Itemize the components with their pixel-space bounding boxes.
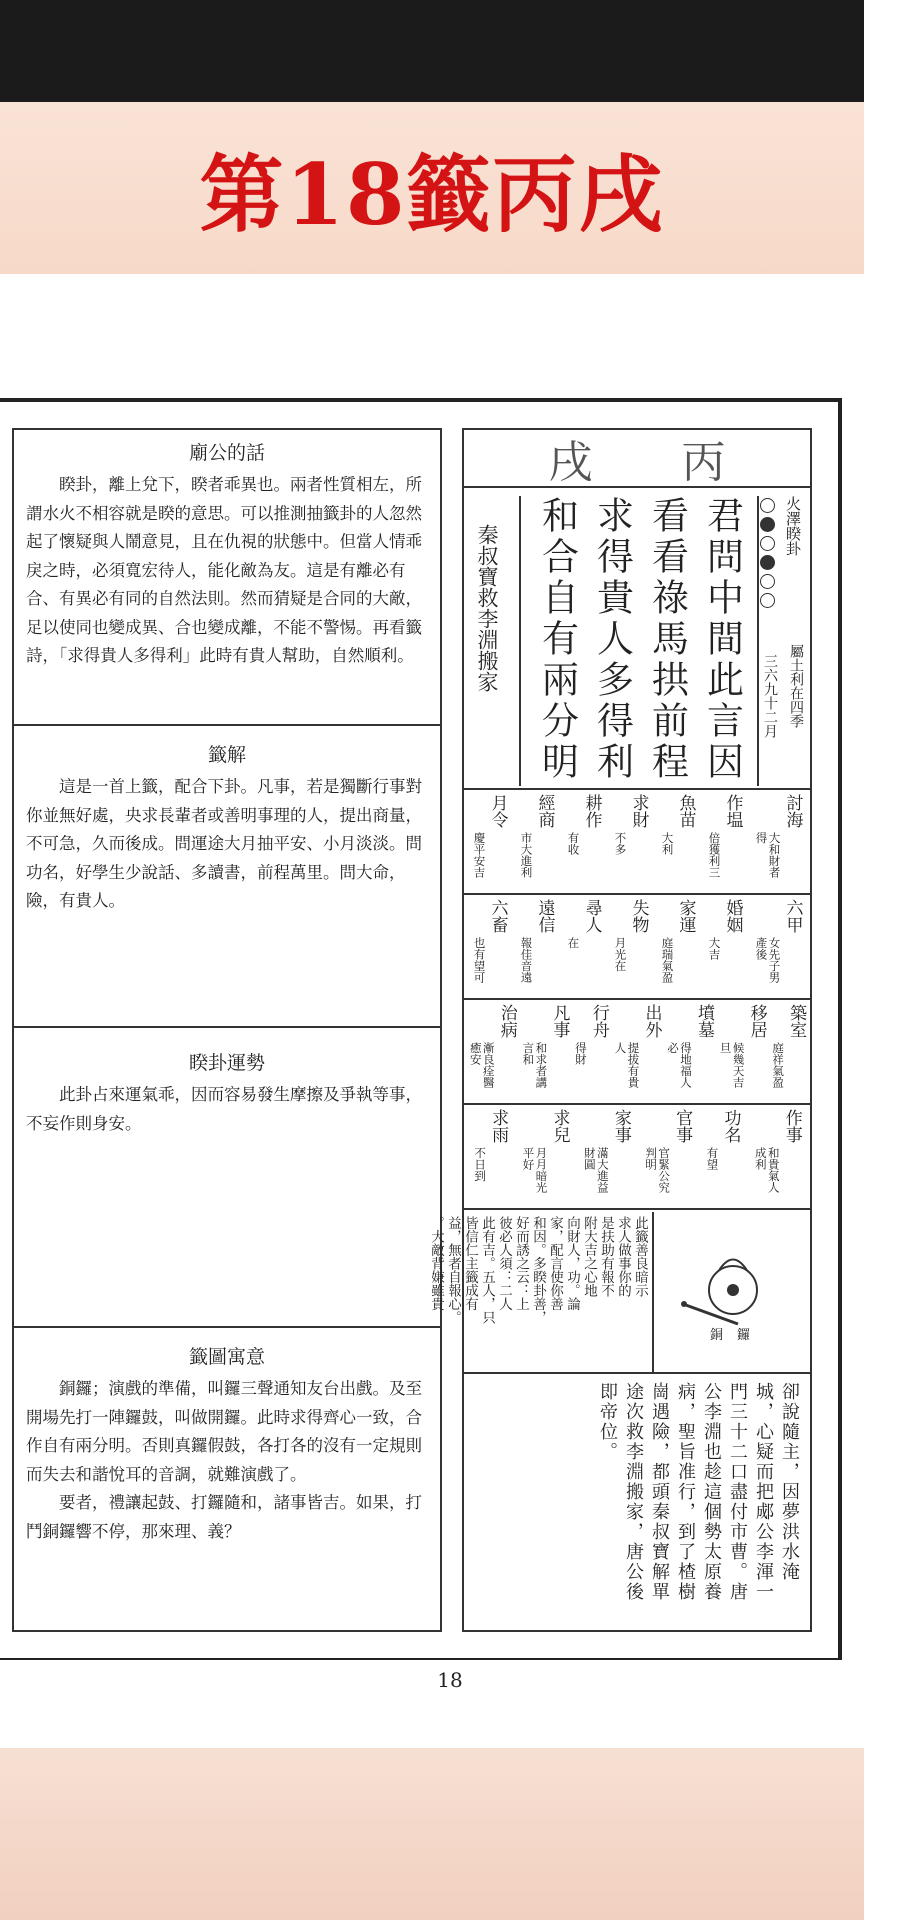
title-banner xyxy=(0,102,864,274)
grid-row xyxy=(464,895,810,1000)
fortune-grid xyxy=(464,790,810,1210)
emblem-text-column: 是扶助有報不 xyxy=(598,1216,614,1297)
page-title: 第18籤丙戌 xyxy=(199,144,665,244)
grid-cell-value: 大和財者得 xyxy=(754,832,782,878)
hexagram-line-circle xyxy=(760,498,775,513)
story-text xyxy=(464,1374,810,1630)
grid-cell-value: 漸良痊醫癒安 xyxy=(468,1042,496,1088)
poem-area xyxy=(464,488,810,790)
section-body: 睽卦，離上兌下，睽者乖異也。兩者性質相左，所謂水火不相容就是睽的意思。可以推測抽籤卦的人忽然起了懷疑與人鬧意見，且在仇視的狀態中。但當人情乖戾之時，必須寬宏待人，能化敵為友。這是有離必有合、有異必有同的自然法則。然而猜疑是合同的大敵，足以使同也變成異、合也變成離，不能不警惕。再看籤詩，「求得貴人多得利」此時有貴人幫助，自然順利。 xyxy=(26,475,422,665)
season-note: 屬土利在四季 xyxy=(788,644,804,728)
hexagram-name: 火澤睽卦 xyxy=(784,496,802,556)
section-body: 要者，禮讓起鼓、打鑼隨和，諸事皆吉。如果，打鬥銅鑼響不停，那來理、義？ xyxy=(26,1493,422,1541)
grid-cell xyxy=(705,1109,739,1204)
grid-cell xyxy=(567,899,601,994)
grid-cell xyxy=(521,1004,568,1099)
grid-cell-key: 作塭 xyxy=(722,794,743,828)
lot-header xyxy=(464,430,810,488)
grid-cell xyxy=(661,794,695,889)
grid-cell-key: 婚姻 xyxy=(722,899,743,933)
grid-cell-key: 出外 xyxy=(641,1004,662,1038)
grid-cell-key: 耕作 xyxy=(581,794,602,828)
grid-cell xyxy=(754,1109,801,1204)
grid-cell-key: 失物 xyxy=(628,899,649,933)
grid-cell-value: 大利 xyxy=(660,832,675,855)
emblem-text-column: 益，無者自報心。 xyxy=(445,1216,461,1324)
grid-cell xyxy=(520,899,554,994)
grid-cell-key: 功名 xyxy=(720,1109,741,1143)
section-body: 這是一首上籤，配合下卦。凡事，若是獨斷行事對你並無好處，央求長輩者或善明事理的人，提出商量，不可急，久而後成。問運途大月抽平安、小月淡淡。問功名，好學生少說話、多讀書，前程萬里。問大命，險，有貴人。 xyxy=(26,777,422,910)
grid-row xyxy=(464,790,810,895)
story-text-column: 卻說隨主，因夢洪水淹 xyxy=(779,1382,800,1582)
grid-cell-value: 也有望可 xyxy=(472,937,487,983)
gong-icon xyxy=(678,1242,788,1332)
grid-cell xyxy=(473,1109,507,1204)
grid-cell-key: 求兒 xyxy=(549,1109,570,1143)
grid-cell xyxy=(521,1109,568,1204)
section-body: 此卦占來運氣乖，因而容易發生摩擦及爭執等事，不妄作則身安。 xyxy=(26,1085,422,1133)
grid-cell xyxy=(719,1004,766,1099)
emblem-text-column: 好而誘之云：上 xyxy=(513,1216,529,1311)
hexagram-line-circle xyxy=(760,555,775,570)
grid-cell-value: 不日到 xyxy=(473,1147,488,1182)
grid-cell-value: 不多 xyxy=(613,832,628,855)
grid-cell-key: 六畜 xyxy=(487,899,508,933)
hexagram-line-circle xyxy=(760,593,775,608)
poem-line: 君問中間此言因 xyxy=(700,496,744,783)
grid-cell-key: 家運 xyxy=(675,899,696,933)
poem-line: 求得貴人多得利 xyxy=(590,496,634,783)
grid-cell xyxy=(708,899,742,994)
grid-cell-value: 有望 xyxy=(705,1147,720,1170)
grid-cell-key: 求雨 xyxy=(488,1109,509,1143)
grid-cell-key: 六甲 xyxy=(782,899,803,933)
emblem-area xyxy=(428,1212,810,1374)
status-bar xyxy=(0,0,864,102)
bottom-background xyxy=(0,1748,864,1920)
grid-cell xyxy=(614,899,648,994)
emblem-text-column: 附大吉之心地 xyxy=(581,1216,597,1297)
story-caption: 秦叔寶救李淵搬家 xyxy=(475,524,499,692)
section-title: 廟公的話 xyxy=(188,442,265,464)
grid-cell-value: 官緊公究判明 xyxy=(644,1147,672,1193)
grid-cell-key: 治病 xyxy=(496,1004,517,1038)
grid-cell-key: 官事 xyxy=(672,1109,693,1143)
emblem-text-column: 家，配言使你善 xyxy=(547,1216,563,1311)
gong-icon xyxy=(678,1242,788,1352)
grid-cell-value: 候幾天吉旦 xyxy=(718,1042,746,1088)
grid-cell xyxy=(583,1109,630,1204)
grid-cell xyxy=(755,794,802,889)
grid-row xyxy=(464,1000,810,1105)
gong-label: 銅鑼 xyxy=(710,1328,765,1343)
grid-cell-value: 報佳音遠 xyxy=(519,937,534,983)
section-fortune xyxy=(14,1028,440,1328)
grid-cell xyxy=(469,1004,516,1099)
grid-cell-key: 墳墓 xyxy=(694,1004,715,1038)
emblem-text-column: 和因。多睽卦善， xyxy=(530,1216,546,1324)
section-title: 籤解 xyxy=(207,744,246,766)
emblem-text-column: 求人做事你的 xyxy=(615,1216,631,1297)
grid-cell-key: 家事 xyxy=(610,1109,631,1143)
grid-cell xyxy=(755,899,802,994)
emblem-text-column: 向財人，功。論 xyxy=(564,1216,580,1311)
story-text-column: 門三十二口盡付市曹。唐 xyxy=(727,1382,748,1602)
grid-cell-key: 討海 xyxy=(782,794,803,828)
section-title: 籤圖寓意 xyxy=(188,1346,265,1368)
story-text-column: 途次救李淵搬家，唐公後 xyxy=(623,1382,644,1602)
grid-cell-value: 女先子男產後 xyxy=(754,937,782,983)
lot-poem xyxy=(519,496,759,786)
section-title: 睽卦運勢 xyxy=(188,1052,265,1074)
grid-cell-value: 市大進利 xyxy=(519,832,534,878)
grid-cell-key: 凡事 xyxy=(549,1004,570,1038)
header-char-left: 戌 xyxy=(548,437,593,488)
grid-cell xyxy=(473,899,507,994)
grid-cell xyxy=(567,794,601,889)
grid-cell-key: 經商 xyxy=(534,794,555,828)
hexagram-line-circle xyxy=(760,517,775,532)
emblem-text-column: 。大敵背嫌雖貴 xyxy=(428,1216,444,1311)
grid-cell-key: 魚苗 xyxy=(675,794,696,828)
grid-cell-value: 庭祥氣盈 xyxy=(771,1042,786,1088)
emblem-text xyxy=(428,1212,654,1372)
left-column xyxy=(12,428,442,1632)
grid-cell-key: 遠信 xyxy=(534,899,555,933)
grid-cell-value: 滿大進益財圓 xyxy=(582,1147,610,1193)
months-note: 三六九十二月 xyxy=(762,654,778,738)
grid-cell xyxy=(644,1109,691,1204)
emblem-text-column: 此有吉。五人，只 xyxy=(479,1216,495,1324)
section-body: 銅鑼；演戲的準備，叫鑼三聲通知友台出戲。及至開場先打一陣鑼鼓，叫做開鑼。此時求得齊心一致，合作自有兩分明。否則真鑼假鼓，各打各的沒有一定規則而失去和諧悅耳的音調，就難演戲了。 xyxy=(26,1379,422,1484)
emblem-text-column: 彼必人須：二人 xyxy=(496,1216,512,1311)
story-text-column: 公李淵也趁這個勢太原養 xyxy=(701,1382,722,1602)
hexagram-line-circle xyxy=(760,574,775,589)
grid-row xyxy=(464,1105,810,1210)
grid-cell xyxy=(473,794,507,889)
story-text-column: 即帝位。 xyxy=(597,1382,618,1462)
section-temple-words xyxy=(14,430,440,726)
grid-cell-key: 移居 xyxy=(746,1004,767,1038)
hexagram-lines xyxy=(760,498,775,608)
grid-cell-value: 在 xyxy=(566,937,581,949)
hexagram-line-circle xyxy=(760,536,775,551)
poem-line: 看看祿馬拱前程 xyxy=(645,496,689,783)
emblem-text-column: 此籤善良暗示 xyxy=(632,1216,648,1297)
header-char-right: 丙 xyxy=(681,437,726,488)
grid-cell-value: 和貴氣人成利 xyxy=(753,1147,781,1193)
section-picture-meaning xyxy=(14,1328,440,1630)
grid-cell xyxy=(666,1004,713,1099)
poem-line: 和合自有兩分明 xyxy=(535,496,579,783)
grid-cell xyxy=(574,1004,608,1099)
grid-cell-value: 庭瑞氣盈 xyxy=(660,937,675,983)
grid-cell-value: 和求者講言和 xyxy=(521,1042,549,1088)
grid-cell xyxy=(661,899,695,994)
grid-cell-value: 得財 xyxy=(573,1042,588,1065)
emblem-text-column: 皆信仁主籤成有 xyxy=(462,1216,478,1311)
story-text-column: 崗遇險，都頭秦叔寶解單 xyxy=(649,1382,670,1602)
section-interpretation xyxy=(14,726,440,1028)
grid-cell xyxy=(771,1004,805,1099)
grid-cell xyxy=(614,794,648,889)
grid-cell-key: 築室 xyxy=(786,1004,807,1038)
grid-cell-key: 行舟 xyxy=(588,1004,609,1038)
grid-cell-value: 大吉 xyxy=(707,937,722,960)
grid-cell xyxy=(520,794,554,889)
story-text-column: 城，心疑而把郕公李渾一 xyxy=(753,1382,774,1602)
grid-cell-key: 尋人 xyxy=(581,899,602,933)
grid-cell xyxy=(708,794,742,889)
story-text-column: 病，聖旨准行，到了楂樹 xyxy=(675,1382,696,1602)
grid-cell-key: 月令 xyxy=(487,794,508,828)
page-number: 18 xyxy=(437,1668,463,1692)
grid-cell-key: 作事 xyxy=(781,1109,802,1143)
grid-cell-value: 慶平安吉 xyxy=(472,832,487,878)
grid-cell-value: 得地福人必 xyxy=(666,1042,694,1088)
grid-cell-key: 求財 xyxy=(628,794,649,828)
grid-cell-value: 倍獲利三 xyxy=(707,832,722,878)
grid-cell xyxy=(613,1004,660,1099)
grid-cell-value: 月月暗光平好 xyxy=(521,1147,549,1193)
right-column xyxy=(428,428,812,1632)
grid-cell-value: 提拔有貴人 xyxy=(613,1042,641,1088)
grid-cell-value: 有收 xyxy=(566,832,581,855)
grid-cell-value: 月光在 xyxy=(613,937,628,972)
hexagram-box xyxy=(758,494,808,784)
